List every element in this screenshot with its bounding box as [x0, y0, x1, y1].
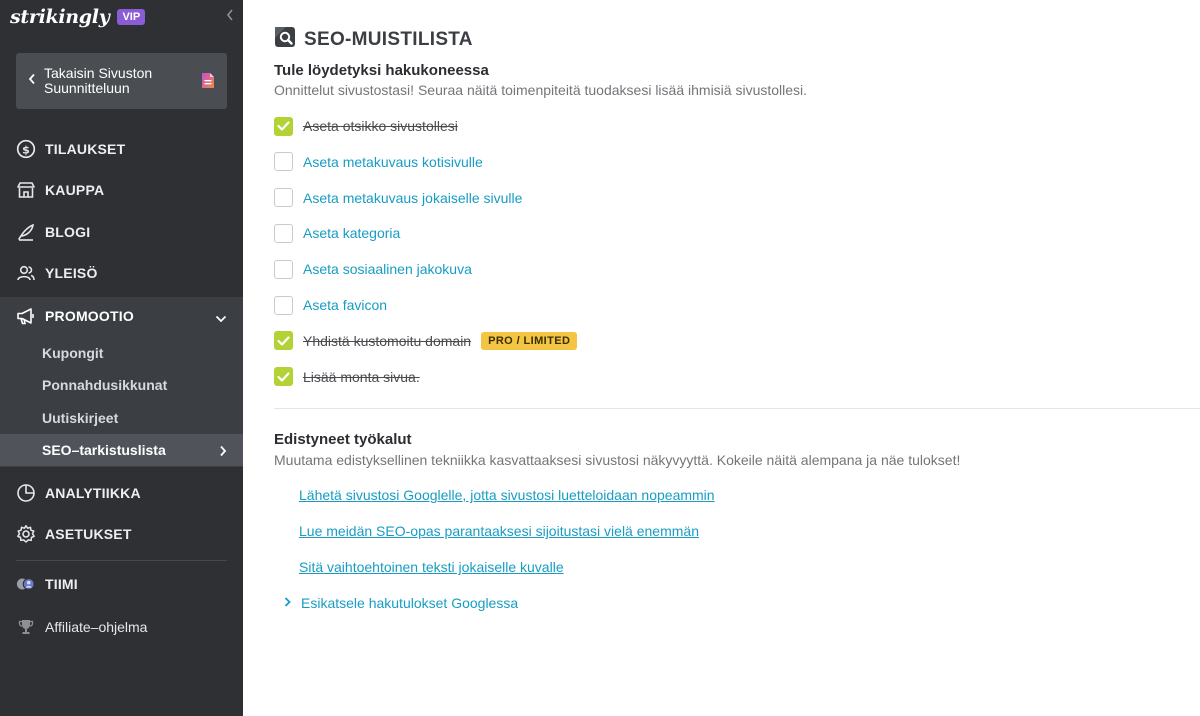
dollar-circle-icon — [16, 139, 36, 159]
trophy-icon — [16, 617, 36, 637]
sidebar-item-seo-checklist[interactable] — [0, 434, 243, 466]
checklist-checkbox[interactable] — [274, 117, 293, 136]
main-content — [274, 0, 1200, 716]
page-title — [274, 26, 473, 53]
checklist-item — [274, 366, 420, 388]
checklist-item-label[interactable]: Yhdistä kustomoitu domain — [303, 332, 472, 349]
nav-team[interactable] — [0, 566, 243, 602]
promotion-section — [0, 297, 243, 467]
nav-audience[interactable] — [0, 255, 243, 291]
checklist-item-label[interactable]: Aseta otsikko sivustollesi — [303, 118, 458, 134]
chevron-left-icon — [28, 72, 36, 90]
checklist-item — [274, 187, 522, 209]
sidebar-item-seo-label: SEO–tarkistuslista — [42, 442, 166, 458]
team-avatars-icon — [16, 574, 36, 594]
section-advanced-title: Edistyneet työkalut — [274, 431, 412, 448]
alt-text-link[interactable]: Sitä vaihtoehtoinen teksti jokaiselle kuvalle — [299, 559, 564, 575]
nav-store[interactable] — [0, 172, 243, 208]
feather-pen-icon — [16, 222, 36, 242]
checkmark-icon — [277, 372, 290, 382]
sidebar-item-newsletters[interactable]: Uutiskirjeet — [42, 410, 119, 426]
nav-store-label: KAUPPA — [45, 182, 105, 198]
store-icon — [16, 180, 36, 200]
checklist-item — [274, 222, 400, 244]
nav-team-label: TIIMI — [45, 576, 78, 592]
sidebar-divider — [16, 560, 227, 561]
checklist-item — [274, 115, 458, 137]
checklist-item-label[interactable]: Lisää monta sivua. — [303, 368, 420, 385]
search-page-icon — [274, 26, 296, 53]
nav-blog[interactable] — [0, 214, 243, 250]
checklist-checkbox[interactable] — [274, 152, 293, 171]
checklist-item-label[interactable]: Aseta metakuvaus jokaiselle sivulle — [303, 189, 523, 206]
back-to-editor-button[interactable] — [16, 53, 227, 109]
section-found-desc: Onnittelut sivustostasi! Seuraa näitä toimenpiteitä tuodaksesi lisää ihmisiä sivustollesi. — [274, 82, 808, 98]
megaphone-icon — [16, 306, 36, 326]
nav-blog-label: BLOGI — [45, 224, 91, 240]
checklist-item — [274, 258, 472, 280]
chevron-down-icon — [215, 310, 227, 328]
checklist-checkbox[interactable] — [274, 188, 293, 207]
nav-promotion[interactable] — [0, 297, 243, 335]
nav-analytics[interactable] — [0, 475, 243, 511]
section-advanced-desc: Muutama edistyksellinen tekniikka kasvattaaksesi sivustosi näkyvyyttä. Kokeile näitä alempana ja näe tulokset! — [274, 452, 961, 468]
nav-affiliate[interactable] — [0, 611, 243, 643]
chevron-right-icon — [219, 444, 227, 460]
section-found-title: Tule löydetyksi hakukoneessa — [274, 62, 489, 79]
page-title-text: SEO-MUISTILISTA — [304, 28, 473, 50]
gear-icon — [16, 524, 36, 544]
nav-audience-label: YLEISÖ — [45, 265, 98, 281]
collapse-sidebar-icon[interactable] — [226, 8, 234, 27]
page-icon — [201, 72, 215, 94]
pie-chart-icon — [16, 483, 36, 503]
checklist-checkbox[interactable] — [274, 331, 293, 350]
checklist-checkbox[interactable] — [274, 260, 293, 279]
nav-orders[interactable] — [0, 131, 243, 167]
sidebar — [0, 0, 243, 716]
checklist-item-label[interactable]: Aseta metakuvaus kotisivulle — [303, 153, 483, 170]
checklist-checkbox[interactable] — [274, 296, 293, 315]
nav-promotion-label: PROMOOTIO — [45, 308, 134, 324]
checklist-item — [274, 294, 387, 316]
nav-analytics-label: ANALYTIIKKA — [45, 485, 141, 501]
sidebar-item-coupons[interactable]: Kupongit — [42, 345, 104, 361]
checklist-item-label[interactable]: Aseta favicon — [303, 297, 388, 313]
checklist-item-label[interactable]: Aseta sosiaalinen jakokuva — [303, 261, 472, 278]
google-preview-label: Esikatsele hakutulokset Googlessa — [301, 595, 519, 611]
checklist-item — [274, 151, 483, 173]
checklist-checkbox[interactable] — [274, 367, 293, 386]
brand — [10, 5, 145, 29]
strikingly-logo[interactable]: strikingly — [10, 6, 110, 28]
checkmark-icon — [277, 336, 290, 346]
checkmark-icon — [277, 121, 290, 131]
plan-badge: PRO / LIMITED — [481, 332, 577, 350]
checklist-item — [274, 330, 577, 352]
nav-settings-label: ASETUKSET — [45, 526, 132, 542]
vip-badge: VIP — [117, 9, 145, 25]
svg-text:$: $ — [22, 143, 30, 157]
google-preview-toggle[interactable] — [284, 594, 518, 612]
back-button-label: Takaisin Sivuston Suunnitteluun — [44, 65, 153, 96]
users-icon — [16, 263, 36, 283]
sidebar-item-popups[interactable]: Ponnahdusikkunat — [42, 377, 168, 393]
checklist-checkbox[interactable] — [274, 224, 293, 243]
nav-settings[interactable] — [0, 516, 243, 552]
checklist-item-label[interactable]: Aseta kategoria — [303, 225, 401, 242]
nav-orders-label: TILAUKSET — [45, 141, 126, 157]
submit-to-google-link[interactable]: Lähetä sivustosi Googlelle, jotta sivustosi luetteloidaan nopeammin — [299, 487, 715, 503]
seo-guide-link[interactable]: Lue meidän SEO-opas parantaaksesi sijoitustasi vielä enemmän — [299, 523, 699, 539]
nav-affiliate-label: Affiliate–ohjelma — [45, 619, 148, 635]
chevron-right-icon — [284, 594, 291, 612]
section-divider — [274, 408, 1200, 409]
